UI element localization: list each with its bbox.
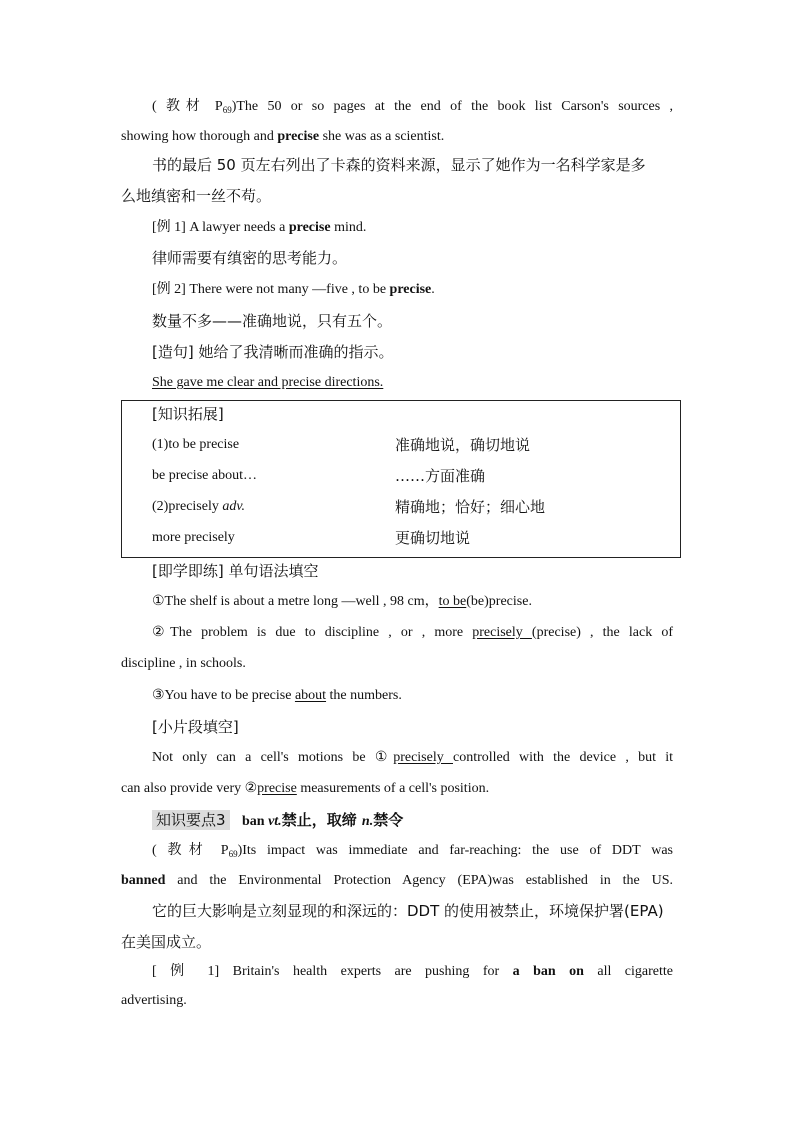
knowledge-point-3-heading: 知识要点3 ban vt.禁止，取缔 n.禁令 [152, 810, 673, 832]
translation-2-line-1: 它的巨大影响是立刻显现的和深远的：DDT 的使用被禁止，环境保护署(EPA) [152, 902, 664, 920]
answer-blank: precisely [393, 750, 453, 765]
drill-q1: ①The shelf is about a metre long —well , 98 cm，to be(be)precise. [152, 594, 532, 609]
example-1-translation: 律师需要有缜密的思考能力。 [152, 249, 348, 267]
example-2: [例 2] There were not many —five , to be precise. [152, 282, 435, 297]
fragment-title: [小片段填空] [152, 718, 239, 736]
phrase-3: (2)precisely adv. [152, 499, 246, 514]
sentence-making-answer: She gave me clear and precise directions. [152, 375, 384, 390]
phrase-4: more precisely [152, 530, 235, 545]
textbook-quote-2-line-1: ( 教材 $P_{69})Its$ impact was immediate and far-reaching: the use of DDT was [152, 843, 673, 859]
phrase-2: be precise about… [152, 468, 257, 483]
answer-blank: precise [257, 781, 297, 796]
example-ban-1-line-1: [ 例 1] Britain's health experts are pushing for a ban on all cigarette [152, 964, 673, 979]
drill-q2-line-2: discipline , in schools. [121, 656, 246, 671]
textbook-quote-line-2: showing how thorough and precise she was as a scientist. [121, 129, 445, 144]
textbook-quote-line-1: ( 教材 $P_{69})The$ 50 or so pages at the end of the book list Carson's sources , [152, 99, 673, 115]
keyword-precise: precise [277, 129, 320, 144]
phrase-1-meaning: 准确地说，确切地说 [395, 436, 531, 454]
fragment-line-2: can also provide very ②precise measurements of a cell's position. [121, 781, 490, 796]
translation-2-line-2: 在美国成立。 [121, 933, 212, 951]
phrase-4-meaning: 更确切地说 [395, 529, 471, 547]
fragment-line-1: Not only can a cell's motions be ①precisely controlled with the device , but it [152, 750, 674, 765]
answer-blank: about [294, 688, 327, 703]
example-2-translation: 数量不多——准确地说，只有五个。 [152, 312, 393, 330]
example-1: [例 1] A lawyer needs a precise mind. [152, 220, 367, 235]
drill-q3: ③You have to be precise about the numbers. [152, 688, 402, 703]
translation-line-2: 么地缜密和一丝不苟。 [121, 187, 272, 205]
phrase-1: (1)to be precise [152, 437, 240, 452]
drill-title: [即学即练] 单句语法填空 [152, 562, 319, 580]
phrase-2-meaning: ……方面准确 [395, 467, 486, 485]
keyword-banned: banned [121, 873, 166, 888]
sentence-making-prompt: [造句] 她给了我清晰而准确的指示。 [152, 343, 394, 361]
answer-blank: precisely [472, 625, 532, 640]
textbook-quote-2-line-2: banned and the Environmental Protection Agency (EPA)was established in the US. [121, 873, 673, 888]
example-ban-1-line-2: advertising. [121, 993, 187, 1008]
phrase-3-meaning: 精确地；恰好；细心地 [395, 498, 546, 516]
drill-q2-line-1: ②The problem is due to discipline , or , more precisely (precise) , the lack of [152, 625, 674, 640]
knowledge-point-badge: 知识要点3 [152, 810, 230, 830]
translation-line-1: 书的最后 50 页左右列出了卡森的资料来源，显示了她作为一名科学家是多 [152, 156, 646, 174]
box-title: [知识拓展] [152, 405, 224, 423]
knowledge-extension-box [121, 400, 681, 558]
answer-blank: to be [438, 594, 467, 609]
